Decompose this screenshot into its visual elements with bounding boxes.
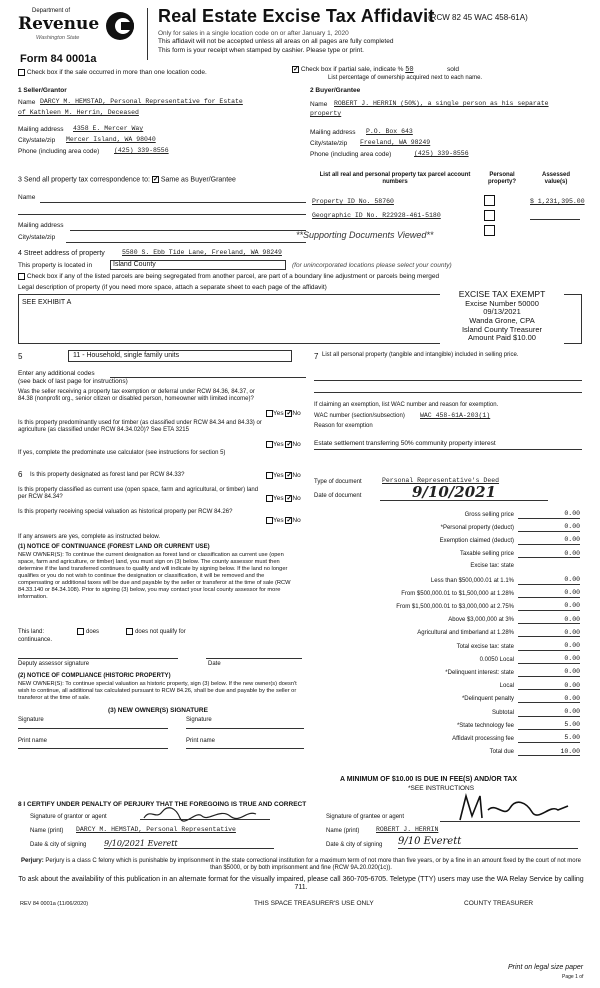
header-line-1: Only for sales in a single location code on or after January 1, 2020: [158, 30, 349, 37]
revenue-wordmark: Revenue: [18, 14, 100, 34]
segregated-row: [18, 273, 439, 281]
sec6-q1-no-checkbox[interactable]: ✓: [286, 472, 293, 479]
parcel-2-personal-checkbox[interactable]: [484, 210, 495, 221]
seller-name-2[interactable]: of Kathleen M. Herrin, Deceased: [18, 109, 139, 116]
sec3-address-line[interactable]: [70, 230, 306, 231]
partial-sale-label: Check box if partial sale, indicate %: [300, 66, 404, 74]
accessibility-text: To ask about the availability of this publication in an alternate format for the visually impaired, please call 360-705-6705. Teletype (TTY) users may use the WA Relay Service by calling 711.: [18, 876, 584, 892]
stamp-line-5: Island County Treasurer: [461, 324, 543, 334]
yes-label: Yes: [273, 517, 284, 525]
fee-row: [312, 629, 580, 638]
deputy-date-line[interactable]: [206, 658, 302, 659]
fee-value[interactable]: 5.00: [518, 734, 580, 743]
document-date[interactable]: 9/10/2021: [412, 483, 497, 501]
fee-row: [312, 682, 580, 691]
section-5-number: 5: [18, 352, 23, 361]
fee-label: Less than $500,000.01 at 1.1%: [430, 577, 514, 584]
yes-label: Yes: [273, 441, 284, 449]
sec3-name-line[interactable]: [40, 202, 306, 203]
tax-correspondence-label: 3 Send all property tax correspondence to:: [18, 176, 150, 184]
no-label: No: [292, 441, 301, 449]
legal-size-note: Print on legal size paper: [508, 964, 584, 971]
certify-header: 8 I CERTIFY UNDER PENALTY OF PERJURY THAT THE FOREGOING IS TRUE AND CORRECT: [18, 801, 307, 808]
fee-label: *Delinquent penalty: [461, 696, 514, 703]
does-label: does: [86, 629, 100, 636]
fee-label: From $1,500,000.01 to $3,000,000 at 2.75%: [396, 603, 514, 610]
deputy-signature-label: Deputy assessor signature: [18, 661, 90, 667]
fee-value[interactable]: 0.00: [518, 642, 580, 651]
signature-label-2: Signature: [186, 717, 212, 723]
sec6-q2-no-checkbox[interactable]: ✓: [286, 495, 293, 502]
fee-label: Subtotal: [491, 709, 514, 716]
fee-value[interactable]: 0.00: [518, 616, 580, 625]
minimum-due-note: A MINIMUM OF $10.00 IS DUE IN FEE(S) AND/OR TAX: [340, 776, 518, 783]
section-7-number: 7: [314, 352, 319, 361]
sec6-q3-no-checkbox[interactable]: ✓: [286, 517, 293, 524]
sec3-city-label: City/state/zip: [18, 234, 56, 241]
print-name-line-2[interactable]: [186, 748, 304, 749]
land-use-select[interactable]: 11 - Household, single family units: [68, 350, 292, 362]
grantee-signature[interactable]: [440, 800, 580, 822]
segregated-label: Check box if any of the listed parcels are being segregated from another parcel, are part of a boundary line adjustment or parcels being merged: [26, 273, 440, 281]
stamp-line-4: Wanda Grone, CPA: [469, 316, 535, 326]
fee-row: [312, 695, 580, 704]
wac-number[interactable]: WAC 458-61A-203(1): [420, 412, 491, 419]
document-type[interactable]: Personal Representative's Deed: [382, 477, 500, 484]
parcel-header: List all real and personal property tax parcel account numbers: [319, 172, 471, 186]
deputy-signature-line[interactable]: [18, 658, 178, 659]
fee-label: *State technology fee: [456, 722, 514, 729]
personal-property-text: List all personal property (tangible and intangible) included in selling price.: [322, 352, 519, 358]
grantor-signature-scribble: [140, 806, 260, 822]
document-date-label: Date of document: [314, 493, 362, 499]
partial-sale-row: [292, 66, 459, 74]
parcel-3-personal-checkbox[interactable]: [484, 225, 495, 236]
fee-label: Total excise tax: state: [456, 643, 514, 650]
grantee-signature-scribble: [440, 792, 580, 826]
print-name-line-1[interactable]: [18, 748, 168, 749]
stamp-line-6: Amount Paid $10.00: [468, 333, 536, 343]
partial-sale-checkbox[interactable]: ✓: [293, 66, 299, 73]
fee-label: 0.0050 Local: [479, 656, 514, 663]
sec6-q1-answer: [266, 472, 301, 480]
stamp-line-3: 09/13/2021: [483, 307, 521, 317]
yes-label: Yes: [273, 472, 284, 480]
documents-viewed-stamp: **Supporting Documents Viewed**: [296, 230, 434, 240]
section-3-row: [18, 176, 236, 185]
fee-value[interactable]: 10.00: [518, 748, 580, 757]
buyer-address[interactable]: P.O. Box 643: [366, 128, 413, 135]
fee-row: [312, 655, 580, 664]
fee-row: [312, 576, 580, 585]
does-not-qualify-label: does not qualify for: [135, 629, 186, 636]
revenue-logo: [18, 8, 138, 50]
state-label: Washington State: [36, 35, 80, 41]
grantor-signature-label: Signature of grantor or agent: [30, 814, 107, 820]
multi-location-label: Check box if the sale occurred in more than one location code.: [26, 69, 207, 77]
fee-label: Local: [499, 683, 514, 690]
grantee-name[interactable]: ROBERT J. HERRIN: [376, 826, 439, 833]
parcel-value-1[interactable]: $ 1,231,395.00: [530, 198, 585, 205]
fee-label: *Delinquent interest: state: [445, 669, 514, 676]
fee-value[interactable]: 0.00: [518, 536, 580, 545]
buyer-name[interactable]: ROBERT J. HERRIN (50%), a single person as his separate: [334, 100, 549, 107]
fee-label: Above $3,000,000 at 3%: [448, 617, 514, 624]
fee-value[interactable]: 5.00: [518, 721, 580, 730]
does-qualify-checkbox[interactable]: [77, 628, 84, 635]
fee-value[interactable]: 0.00: [518, 510, 580, 519]
fee-label: Taxable selling price: [459, 551, 514, 558]
fee-row: [312, 523, 580, 532]
fee-row: [312, 536, 580, 545]
document-date-line: [380, 500, 548, 501]
fee-row: [312, 589, 580, 598]
same-as-buyer-checkbox[interactable]: ✓: [152, 176, 159, 183]
continuance-header: (1) NOTICE OF CONTINUANCE (FOREST LAND OR CURRENT USE): [18, 544, 210, 550]
perjury-label: Perjury:: [21, 858, 44, 864]
multi-location-checkbox[interactable]: [18, 69, 25, 76]
seller-address[interactable]: 4358 E. Mercer Way: [73, 125, 144, 132]
print-name-label-1: Print name: [18, 738, 48, 744]
new-owner-signature-header: (3) NEW OWNER(S) SIGNATURE: [108, 707, 208, 714]
fee-value[interactable]: 0.00: [518, 602, 580, 611]
signature-label-1: Signature: [18, 717, 44, 723]
legal-description-label: Legal description of property (if you need more space, attach a separate sheet to each page of the affidavit): [18, 284, 327, 291]
seller-city[interactable]: Mercer Island, WA 98040: [66, 136, 156, 143]
no-label: No: [292, 495, 301, 503]
excise-exempt-stamp: [440, 290, 564, 348]
logo-swoosh-icon: [106, 12, 134, 40]
reason-line: [314, 449, 582, 450]
buyer-city-label: City/state/zip: [310, 140, 348, 147]
fee-row: [312, 708, 580, 717]
reason-label: Reason for exemption: [314, 423, 373, 429]
buyer-name-2[interactable]: property: [310, 110, 342, 117]
sec5-q2-answer: [266, 441, 301, 449]
fee-label: From $500,000.01 to $1,500,000 at 1.28%: [401, 590, 514, 597]
new-owner-sig-line-2[interactable]: [186, 728, 304, 729]
land-label: This land:: [18, 629, 45, 636]
sec5-question-2: Is this property predominantly used for timber (as classified under RCW 84.34 and 84.33) or agriculture (as classified under RCW 84.34.020)? See ETA 3215: [18, 420, 262, 434]
seller-address-label: Mailing address: [18, 126, 64, 133]
header-line-3: This form is your receipt when stamped by cashier. Please type or print.: [158, 47, 364, 54]
land-qualify-row: [18, 628, 186, 636]
sec6-q3-yes-checkbox[interactable]: [266, 517, 273, 524]
grantee-name-label: Name (print): [326, 828, 360, 834]
exemption-reason[interactable]: Estate settlement transferring 50% community property interest: [314, 440, 496, 447]
buyer-name-label: Name: [310, 101, 328, 108]
form-title: Real Estate Excise Tax Affidavit: [158, 6, 435, 26]
exhibit-text: SEE EXHIBIT A: [22, 299, 72, 306]
fee-value[interactable]: 0.00: [518, 523, 580, 532]
stamp-line-1: EXCISE TAX EXEMPT: [458, 289, 546, 299]
fee-label: Total due: [489, 749, 514, 756]
sec5-q2-yes-checkbox[interactable]: [266, 441, 273, 448]
street-label: 4 Street address of property: [18, 250, 105, 257]
sec6-question-1: Is this property designated as forest land per RCW 84.33?: [30, 472, 185, 478]
form-number: Form 84 0001a: [20, 53, 97, 65]
fee-row: [312, 616, 580, 625]
personal-property-line-2[interactable]: [314, 392, 582, 393]
buyer-phone[interactable]: (425) 339-8556: [414, 150, 469, 157]
fee-row: [312, 668, 580, 677]
multi-location-row: [18, 69, 207, 77]
fee-label: Gross selling price: [464, 511, 514, 518]
wac-label: WAC number (section/subsection): [314, 413, 405, 419]
perjury-body: Perjury is a class C felony which is punishable by imprisonment in the state correctional institution for a maximum term of not more than five years, or by a fine in an amount fixed by the court of not more than $5000, or by both imprisonment and fine (RCW 9A.20.020(1c)).: [45, 858, 581, 872]
compliance-header: (2) NOTICE OF COMPLIANCE (HISTORIC PROPERTY): [18, 673, 171, 679]
parcel-value-2-line[interactable]: [530, 219, 580, 220]
claim-exemption-label: If claiming an exemption, list WAC number and reason for exemption.: [314, 402, 499, 408]
fee-label: Exemption claimed (deduct): [439, 537, 514, 544]
continuance-word: continuance.: [18, 637, 53, 643]
dept-label: Department of: [32, 8, 71, 14]
section-1-box: [18, 85, 308, 171]
sec6-note: If any answers are yes, complete as instructed below.: [18, 534, 161, 540]
fee-row: [312, 721, 580, 730]
header-line-2: This affidavit will not be accepted unless all areas on all pages are fully completed: [158, 38, 394, 45]
sec6-q1-yes-checkbox[interactable]: [266, 472, 273, 479]
location-select[interactable]: Island County: [110, 260, 286, 270]
buyer-city[interactable]: Freeland, WA 98249: [360, 139, 431, 146]
sec6-question-3: Is this property receiving special valuation as historical property per RCW 84.26?: [18, 509, 233, 515]
sec5-q1-answer: [266, 410, 301, 418]
grantor-signature[interactable]: [140, 806, 270, 820]
see-instructions: *SEE INSTRUCTIONS: [408, 785, 475, 792]
yes-label: Yes: [273, 410, 284, 418]
ownership-note: List percentage of ownership acquired next to each name.: [328, 75, 483, 81]
fee-row: [312, 510, 580, 519]
yes-label: Yes: [273, 495, 284, 503]
sec5-q1-no-checkbox[interactable]: ✓: [286, 410, 293, 417]
page-label: Page 1 of: [562, 974, 584, 980]
rcw-citation: (RCW 82 45 WAC 458-61A): [428, 13, 528, 22]
sec3-name-label: Name: [18, 194, 36, 201]
fee-label: *Personal property (deduct): [440, 524, 514, 531]
no-label: No: [292, 517, 301, 525]
buyer-phone-label: Phone (including area code): [310, 151, 392, 158]
fee-row: [312, 550, 580, 559]
section-6-number: 6: [18, 470, 23, 479]
same-as-buyer-label: Same as Buyer/Grantee: [160, 176, 236, 184]
grantee-signature-label: Signature of grantee or agent: [326, 814, 405, 820]
assessed-value-header: Assessed value(s): [541, 172, 571, 186]
fee-row: [312, 563, 580, 570]
sold-label: sold: [447, 66, 459, 74]
does-not-qualify-checkbox[interactable]: [126, 628, 133, 635]
fee-value[interactable]: 0.00: [518, 550, 580, 559]
personal-property-line-1[interactable]: [314, 380, 582, 381]
fee-value[interactable]: 0.00: [518, 655, 580, 664]
sec3-line-2[interactable]: [18, 214, 306, 215]
codes-instructions: (see back of last page for instructions): [18, 378, 128, 385]
sec6-q2-yes-checkbox[interactable]: [266, 495, 273, 502]
header-divider: [147, 8, 148, 60]
sec3-city-line[interactable]: [66, 242, 306, 243]
sec3-address-label: Mailing address: [18, 222, 64, 229]
grantor-date-label: Date & city of signing: [30, 842, 87, 848]
treasurer-use-label: THIS SPACE TREASURER'S USE ONLY: [254, 900, 374, 907]
buyer-header: 2 Buyer/Grantee: [310, 87, 361, 94]
additional-codes-label: Enter any additional codes: [18, 370, 95, 377]
no-label: No: [292, 410, 301, 418]
fee-value[interactable]: 0.00: [518, 589, 580, 598]
partial-sale-percent[interactable]: 50: [405, 66, 414, 75]
sec5-instructions: If yes, complete the predominate use calculator (see instructions for section 5): [18, 450, 226, 456]
parcel-1-personal-checkbox[interactable]: [484, 195, 495, 206]
stamp-line-2: Excise Number 50000: [465, 298, 539, 308]
fee-value[interactable]: 0.00: [518, 695, 580, 704]
fee-value[interactable]: 0.00: [518, 682, 580, 691]
fee-label: Excise tax: state: [470, 562, 514, 569]
seller-city-label: City/state/zip: [18, 137, 56, 144]
grantor-name-label: Name (print): [30, 828, 64, 834]
sec5-q2-no-checkbox[interactable]: ✓: [286, 441, 293, 448]
document-type-label: Type of document: [314, 479, 362, 485]
fee-label: Agricultural and timberland at 1.28%: [417, 630, 514, 637]
fee-value[interactable]: 0.00: [518, 576, 580, 585]
compliance-text: NEW OWNER(S): To continue special valuation as historic property, sign (3) below. If the new owner(s) doesn't wish to continue, all additional tax calculated pursuant to RCW 84.26, shall be due and payable by the seller or transferor at the time of sale.: [18, 681, 297, 701]
fee-row: [312, 734, 580, 743]
revision-label: REV 84 0001a (11/06/2020): [20, 901, 89, 907]
seller-header: 1 Seller/Grantor: [18, 87, 67, 94]
grantee-date-label: Date & city of signing: [326, 842, 383, 848]
sec6-question-2: Is this property classified as current use (open space, farm and agricultural, or timber) land per RCW 84.34?: [18, 487, 259, 501]
continuance-text: NEW OWNER(S): To continue the current designation as forest land or classification as current use (open space, farm and agriculture, or timber) land, you must sign on (3) below. The county assessor must then determine if the land transferred continues to qualify and will indicate by signing below. If the land no longer qualifies or you do not wish to continue the designation or classification, it will be removed and the compensating or additional taxes will be due and payable by the seller or transferor at the time of sale (RCW 84.33.140 or 84.34.108). Prior to signing (3) below, you may contact your local county assessor for more information.: [18, 552, 291, 600]
sec5-q1-yes-checkbox[interactable]: [266, 410, 273, 417]
perjury-text: [20, 858, 582, 872]
seller-name-label: Name: [18, 99, 36, 106]
fee-row: [312, 642, 580, 651]
seller-phone-label: Phone (including area code): [18, 148, 100, 155]
no-label: No: [292, 472, 301, 480]
buyer-address-label: Mailing address: [310, 129, 356, 136]
location-note: (for unincorporated locations please select your county): [292, 262, 452, 269]
new-owner-sig-line-1[interactable]: [18, 728, 168, 729]
parcel-id-2[interactable]: Geographic ID No. R22928-461-5180: [312, 212, 441, 219]
sec6-q2-answer: [266, 495, 301, 503]
fee-value[interactable]: 0.00: [518, 708, 580, 717]
grantor-date[interactable]: 9/10/2021 Everett: [104, 839, 274, 849]
print-name-label-2: Print name: [186, 738, 216, 744]
deputy-date-label: Date: [208, 661, 221, 667]
county-treasurer-label: COUNTY TREASURER: [464, 900, 534, 907]
parcel-id-1[interactable]: Property ID No. 58760: [312, 198, 394, 205]
seller-phone[interactable]: (425) 339-8556: [114, 147, 169, 154]
fee-value[interactable]: 0.00: [518, 629, 580, 638]
grantee-date[interactable]: 9/10 Everett: [398, 836, 578, 849]
location-label: This property is located in: [18, 262, 93, 269]
personal-property-header: Personal property?: [487, 172, 516, 186]
sec5-question-1: Was the seller receiving a property tax exemption or deferral under RCW 84.36, 84.37, or 84.38 (nonprofit org., senior citizen or disabled person, homeowner with limited income)?: [18, 389, 255, 403]
fee-row: [312, 748, 580, 757]
fee-label: Affidavit processing fee: [452, 735, 514, 742]
additional-codes-line[interactable]: [110, 377, 306, 378]
grantor-name[interactable]: DARCY M. HEMSTAD, Personal Representative: [76, 826, 236, 833]
sec6-q3-answer: [266, 517, 301, 525]
seller-name[interactable]: DARCY M. HEMSTAD, Personal Representative for Estate: [40, 98, 243, 105]
section-2-box: [310, 85, 582, 171]
fee-value[interactable]: 0.00: [518, 668, 580, 677]
segregated-checkbox[interactable]: [18, 273, 25, 280]
fee-row: [312, 602, 580, 611]
street-address[interactable]: 5580 S. Ebb Tide Lane, Freeland, WA 98249: [122, 249, 282, 256]
